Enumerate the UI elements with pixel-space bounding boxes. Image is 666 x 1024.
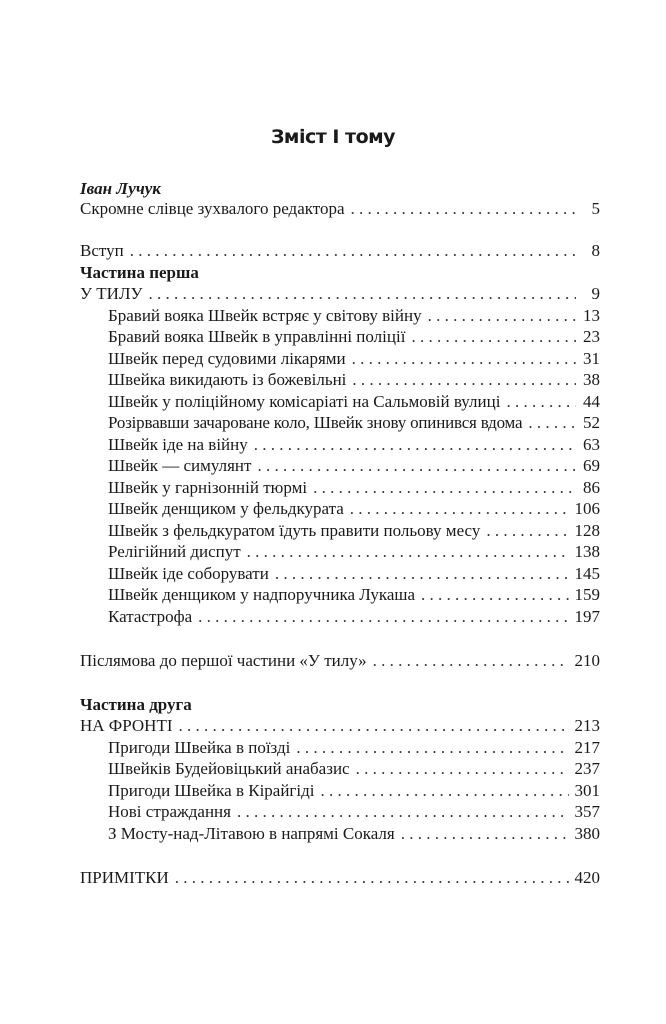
entry-page: 52: [583, 413, 600, 432]
toc-chapter[interactable]: [108, 520, 600, 542]
toc-chapter[interactable]: [108, 780, 600, 802]
dot-leader: [296, 737, 568, 759]
entry-title: У ТИЛУ: [80, 284, 143, 303]
toc-entry-intro[interactable]: [80, 240, 600, 262]
toc-chapter[interactable]: [108, 801, 600, 823]
entry-page: 197: [574, 607, 600, 626]
entry-page: 301: [574, 781, 600, 800]
entry-title: НА ФРОНТІ: [80, 716, 173, 735]
entry-title: Швейк перед судовими лікарями: [108, 349, 346, 368]
entry-page: 217: [574, 738, 600, 757]
toc-entry-part2[interactable]: [80, 715, 600, 737]
entry-page: 210: [574, 651, 600, 670]
dot-leader: [247, 541, 569, 563]
page-title: Зміст І тому: [270, 126, 396, 148]
dot-leader: [149, 283, 576, 305]
entry-page: 380: [574, 824, 600, 843]
dot-leader: [237, 801, 569, 823]
entry-title: Швейк з фельдкуратом їдуть правити польову месу: [108, 521, 481, 540]
toc-chapter[interactable]: [108, 305, 600, 327]
entry-page: 13: [583, 306, 600, 325]
entry-title: Пригоди Швейка в Кірайгіді: [108, 781, 315, 800]
entry-title: Швейк у поліційному комісаріаті на Сальмовій вулиці: [108, 392, 501, 411]
entry-page: 213: [574, 716, 600, 735]
entry-page: 420: [574, 868, 600, 887]
toc-entry-foreword[interactable]: [80, 198, 600, 220]
dot-leader: [428, 305, 576, 327]
toc-chapter[interactable]: [108, 455, 600, 477]
dot-leader: [254, 434, 576, 456]
toc-chapter[interactable]: [108, 563, 600, 585]
entry-page: 357: [574, 802, 600, 821]
entry-page: 8: [591, 241, 600, 260]
dot-leader: [528, 412, 576, 434]
toc-chapter[interactable]: [108, 412, 600, 434]
part1-label: Частина перша: [80, 263, 199, 282]
entry-page: 69: [583, 456, 600, 475]
dot-leader: [130, 240, 576, 262]
toc-chapter[interactable]: [108, 477, 600, 499]
dot-leader: [198, 606, 568, 628]
entry-page: 86: [583, 478, 600, 497]
dot-leader: [321, 780, 569, 802]
entry-title: Швейка викидають із божевільні: [108, 370, 347, 389]
entry-title: Вступ: [80, 241, 124, 260]
entry-title: Пригоди Швейка в поїзді: [108, 738, 291, 757]
toc-entry-notes[interactable]: [80, 867, 600, 889]
dot-leader: [175, 867, 569, 889]
entry-title: Швейків Будейовіцький анабазис: [108, 759, 350, 778]
toc-entry-afterword[interactable]: [80, 650, 600, 672]
toc-entry-part1[interactable]: [80, 283, 600, 305]
entry-title: Швейк іде соборувати: [108, 564, 269, 583]
dot-leader: [257, 455, 576, 477]
entry-title: Швейк у гарнізонній тюрмі: [108, 478, 308, 497]
toc-chapter[interactable]: [108, 434, 600, 456]
entry-title: Катастрофа: [108, 607, 193, 626]
dot-leader: [179, 715, 569, 737]
entry-page: 9: [591, 284, 600, 303]
dot-leader: [373, 650, 569, 672]
entry-title: Швейк денщиком у фельдкурата: [108, 499, 344, 518]
entry-title: З Мосту-над-Літавою в напрямі Сокаля: [108, 824, 395, 843]
toc-chapter[interactable]: [108, 758, 600, 780]
part2-label: Частина друга: [80, 695, 192, 714]
dot-leader: [352, 348, 576, 370]
author-name: Іван Лучук: [80, 179, 161, 198]
entry-title: Швейк іде на війну: [108, 435, 248, 454]
dot-leader: [356, 758, 569, 780]
entry-title: Скромне слівце зухвалого редактора: [80, 199, 345, 218]
dot-leader: [411, 326, 576, 348]
toc-chapter[interactable]: [108, 606, 600, 628]
dot-leader: [401, 823, 569, 845]
entry-title: Швейк денщиком у надпоручника Лукаша: [108, 585, 416, 604]
entry-page: 128: [574, 521, 600, 540]
entry-page: 38: [583, 370, 600, 389]
entry-title: Швейк — симулянт: [108, 456, 252, 475]
dot-leader: [486, 520, 568, 542]
entry-page: 5: [591, 199, 600, 218]
entry-title: Бравий вояка Швейк в управлінні поліції: [108, 327, 406, 346]
entry-page: 23: [583, 327, 600, 346]
entry-title: Нові страждання: [108, 802, 231, 821]
dot-leader: [351, 198, 576, 220]
toc-chapter[interactable]: [108, 541, 600, 563]
toc-chapter[interactable]: [108, 391, 600, 413]
dot-leader: [421, 584, 568, 606]
entry-page: 106: [574, 499, 600, 518]
entry-page: 138: [574, 542, 600, 561]
dot-leader: [506, 391, 576, 413]
entry-page: 63: [583, 435, 600, 454]
dot-leader: [275, 563, 569, 585]
toc-chapter[interactable]: [108, 348, 600, 370]
entry-title: Релігійний диспут: [108, 542, 241, 561]
toc-chapter[interactable]: [108, 498, 600, 520]
entry-title: Розірвавши зачароване коло, Швейк знову опинився вдома: [108, 413, 523, 432]
toc-chapter[interactable]: [108, 737, 600, 759]
dot-leader: [313, 477, 576, 499]
entry-title: Бравий вояка Швейк встряє у світову війну: [108, 306, 422, 325]
dot-leader: [350, 498, 569, 520]
entry-title: Післямова до першої частини «У тилу»: [80, 651, 367, 670]
entry-page: 44: [583, 392, 600, 411]
toc-chapter[interactable]: [108, 584, 600, 606]
entry-page: 31: [583, 349, 600, 368]
dot-leader: [352, 369, 576, 391]
entry-page: 145: [574, 564, 600, 583]
entry-page: 159: [574, 585, 600, 604]
entry-title: ПРИМІТКИ: [80, 868, 169, 887]
toc-chapter[interactable]: [108, 369, 600, 391]
toc-chapter[interactable]: [108, 326, 600, 348]
entry-page: 237: [574, 759, 600, 778]
toc-chapter[interactable]: [108, 823, 600, 845]
